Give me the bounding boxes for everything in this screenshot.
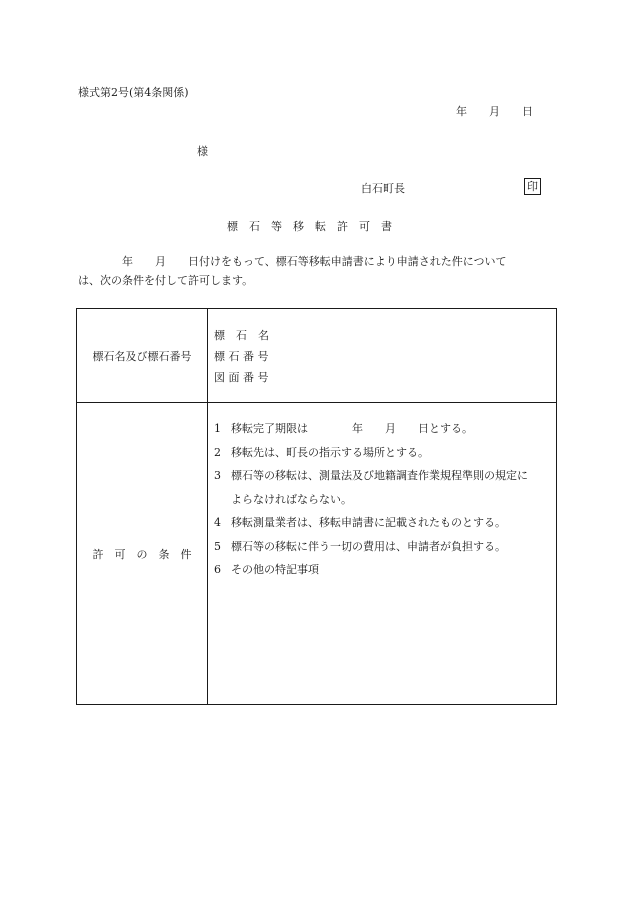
condition-text: 標石等の移転に伴う一切の費用は、申請者が負担する。 bbox=[231, 539, 506, 553]
condition-item bbox=[214, 511, 552, 535]
condition-text: 移転完了期限は 年 月 日とする。 bbox=[231, 422, 473, 435]
addressee: 様 bbox=[197, 145, 208, 158]
condition-text: よらなければならない。 bbox=[231, 492, 352, 506]
condition-item bbox=[214, 464, 552, 488]
condition-text: 標石等の移転は、測量法及び地籍調査作業規程準則の規定に bbox=[231, 469, 528, 482]
condition-number: 3 bbox=[214, 469, 221, 482]
condition-text: 移転先は、町長の指示する場所とする。 bbox=[231, 445, 429, 459]
conditions-label: 許 可 の 条 件 bbox=[92, 547, 192, 561]
stone-label-cell bbox=[77, 309, 208, 403]
permit-table bbox=[76, 308, 557, 705]
stone-number-item: 標 石 番 号 bbox=[214, 350, 269, 363]
document-title: 標 石 等 移 転 許 可 書 bbox=[227, 220, 392, 233]
condition-number: 5 bbox=[214, 539, 221, 553]
condition-item bbox=[214, 441, 552, 465]
table-row-stone bbox=[77, 309, 557, 403]
form-number: 様式第2号(第4条関係) bbox=[78, 86, 189, 99]
condition-item bbox=[214, 558, 552, 582]
body-line-1: 年 月 日付けをもって、標石等移転申請書により申請された件について bbox=[78, 255, 507, 268]
condition-item bbox=[214, 488, 552, 512]
condition-number: 6 bbox=[214, 563, 221, 576]
table-row-conditions bbox=[77, 403, 557, 705]
condition-item bbox=[214, 417, 552, 441]
condition-number: 2 bbox=[214, 445, 221, 459]
conditions-cell bbox=[208, 403, 557, 705]
issuer-name: 白石町長 bbox=[361, 182, 405, 195]
body-line-2: は、次の条件を付して許可します。 bbox=[78, 274, 254, 287]
stone-name-item: 標 石 名 bbox=[214, 329, 269, 342]
condition-text: その他の特記事項 bbox=[231, 563, 319, 576]
seal-mark: 印 bbox=[524, 178, 541, 195]
stone-items-cell bbox=[208, 309, 557, 403]
date-line: 年 月 日 bbox=[456, 105, 533, 118]
stone-label: 標石名及び標石番号 bbox=[92, 349, 192, 363]
body-paragraph bbox=[78, 252, 558, 290]
conditions-label-cell bbox=[77, 403, 208, 705]
map-number-item: 図 面 番 号 bbox=[214, 371, 269, 384]
condition-item bbox=[214, 535, 552, 559]
condition-number: 1 bbox=[214, 422, 221, 435]
condition-text: 移転測量業者は、移転申請書に記載されたものとする。 bbox=[231, 516, 506, 529]
condition-number: 4 bbox=[214, 516, 221, 529]
